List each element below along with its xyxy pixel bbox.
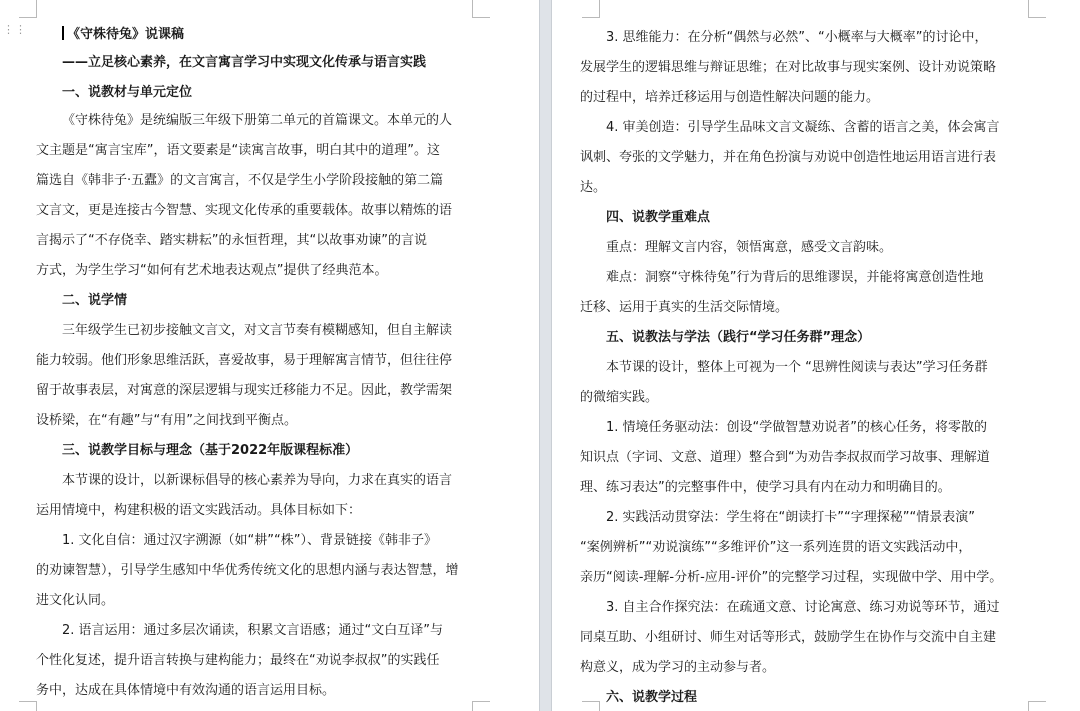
page-separator xyxy=(539,0,552,711)
paragraph-line: 进文化认同。 xyxy=(36,593,115,608)
paragraph-line: 的过程中，培养迁移运用与创造性解决问题的能力。 xyxy=(580,90,880,105)
list-item-line: 2. 实践活动贯穿法：学生将在“朗读打卡”“字理探秘”“情景表演” xyxy=(606,510,975,525)
paragraph-line: 《守株待兔》是统编版三年级下册第二单元的首篇课文。本单元的人 xyxy=(62,113,453,128)
paragraph-line: 达。 xyxy=(580,180,607,195)
paragraph-line: 发展学生的逻辑思维与辩证思维；在对比故事与现实案例、设计劝说策略 xyxy=(580,60,997,75)
section-heading: 一、说教材与单元定位 xyxy=(62,85,193,100)
paragraph-line: 个性化复述，提升语言转换与建构能力；最终在“劝说李叔叔”的实践任 xyxy=(36,653,440,668)
page-corner-mark xyxy=(1028,701,1046,711)
paragraph-line: 的微缩实践。 xyxy=(580,390,659,405)
section-heading: 六、说教学过程 xyxy=(606,690,698,705)
paragraph-line: 亲历“阅读-理解-分析-应用-评价”的完整学习过程，实现做中学、用中学。 xyxy=(580,570,1003,585)
section-heading: 三、说教学目标与理念（基于2022年版课程标准） xyxy=(62,443,359,458)
list-item-line: 3. 自主合作探究法：在疏通文意、讨论寓意、练习劝说等环节，通过 xyxy=(606,600,1000,615)
paragraph-line: 能力较弱。他们形象思维活跃，喜爱故事，易于理解寓言情节，但往往停 xyxy=(36,353,453,368)
paragraph-line: 的劝谏智慧），引导学生感知中华优秀传统文化的思想内涵与表达智慧，增 xyxy=(36,563,459,578)
page-corner-mark xyxy=(19,0,37,18)
list-item-line: 1. 情境任务驱动法：创设“学做智慧劝说者”的核心任务，将零散的 xyxy=(606,420,988,435)
paragraph-line: 三年级学生已初步接触文言文，对文言节奏有模糊感知，但自主解读 xyxy=(62,323,453,338)
list-item-line: 3. 思维能力：在分析“偶然与必然”、“小概率与大概率”的讨论中， xyxy=(606,30,988,45)
paragraph-line: 留于故事表层，对寓意的深层逻辑与现实迁移能力不足。因此，教学需架 xyxy=(36,383,453,398)
paragraph-line: 重点：理解文言内容，领悟寓意，感受文言韵味。 xyxy=(606,240,893,255)
page-corner-mark xyxy=(472,701,490,711)
section-heading: 五、说教法与学法（践行“学习任务群”理念） xyxy=(606,330,871,345)
page-right-body[interactable] xyxy=(580,23,1010,711)
page-corner-mark xyxy=(582,0,600,18)
paragraph-line: 构意义，成为学习的主动参与者。 xyxy=(580,660,776,675)
paragraph-line: “案例辨析”“劝说演练”“多维评价”这一系列连贯的语文实践活动中， xyxy=(580,540,972,555)
list-item-line: 2. 语言运用：通过多层次诵读，积累文言语感；通过“文白互译”与 xyxy=(62,623,444,638)
document-subtitle: ——立足核心素养，在文言寓言学习中实现文化传承与语言实践 xyxy=(62,55,427,70)
paragraph-line: 讽刺、夸张的文学魅力，并在角色扮演与劝说中创造性地运用语言进行表 xyxy=(580,150,997,165)
document-page-right[interactable] xyxy=(552,0,1080,711)
page-corner-mark xyxy=(19,701,37,711)
paragraph-line: 理、练习表达”的完整事件中，使学习具有内在动力和明确目的。 xyxy=(580,480,951,495)
list-item-line: 4. 审美创造：引导学生品味文言文凝练、含蓄的语言之美，体会寓言 xyxy=(606,120,1000,135)
page-corner-mark xyxy=(472,0,490,18)
paragraph-line: 文言文，更是连接古今智慧、实现文化传承的重要载体。故事以精炼的语 xyxy=(36,203,453,218)
paragraph-line: 篇选自《韩非子·五蠹》的文言寓言，不仅是学生小学阶段接触的第二篇 xyxy=(36,173,444,188)
paragraph-line: 运用情境中，构建积极的语文实践活动。具体目标如下： xyxy=(36,503,362,518)
page-left-body[interactable] xyxy=(36,23,472,706)
paragraph-line: 同桌互助、小组研讨、师生对话等形式，鼓励学生在协作与交流中自主建 xyxy=(580,630,997,645)
paragraph-line: 难点：洞察“守株待兔”行为背后的思维谬误，并能将寓意创造性地 xyxy=(606,270,984,285)
paragraph-line: 知识点（字词、文意、道理）整合到“为劝告李叔叔而学习故事、理解道 xyxy=(580,450,990,465)
paragraph-line: 设桥梁，在“有趣”与“有用”之间找到平衡点。 xyxy=(36,413,297,428)
document-page-left[interactable] xyxy=(0,0,539,711)
paragraph-line: 本节课的设计，整体上可视为一个 “思辨性阅读与表达”学习任务群 xyxy=(606,360,988,375)
list-item-line: 1. 文化自信：通过汉字溯源（如“耕”“株”）、背景链接《韩非子》 xyxy=(62,533,437,548)
paragraph-line: 迁移、运用于真实的生活交际情境。 xyxy=(580,300,789,315)
paragraph-line: 言揭示了“不存侥幸、踏实耕耘”的永恒哲理，其“以故事劝谏”的言说 xyxy=(36,233,427,248)
document-title: 《守株待兔》说课稿 xyxy=(36,23,472,46)
text-cursor xyxy=(62,26,64,40)
paragraph-line: 文主题是“寓言宝库”，语文要素是“读寓言故事，明白其中的道理”。这 xyxy=(36,143,440,158)
paragraph-line: 务中，达成在具体情境中有效沟通的语言运用目标。 xyxy=(36,683,336,698)
paragraph-line: 本节课的设计，以新课标倡导的核心素养为导向，力求在真实的语言 xyxy=(62,473,453,488)
block-drag-handle-icon[interactable]: ⋮⋮ xyxy=(3,23,27,36)
page-corner-mark xyxy=(1028,0,1046,18)
paragraph-line: 方式，为学生学习“如何有艺术地表达观点”提供了经典范本。 xyxy=(36,263,388,278)
section-heading: 二、说学情 xyxy=(62,293,128,308)
section-heading: 四、说教学重难点 xyxy=(606,210,711,225)
